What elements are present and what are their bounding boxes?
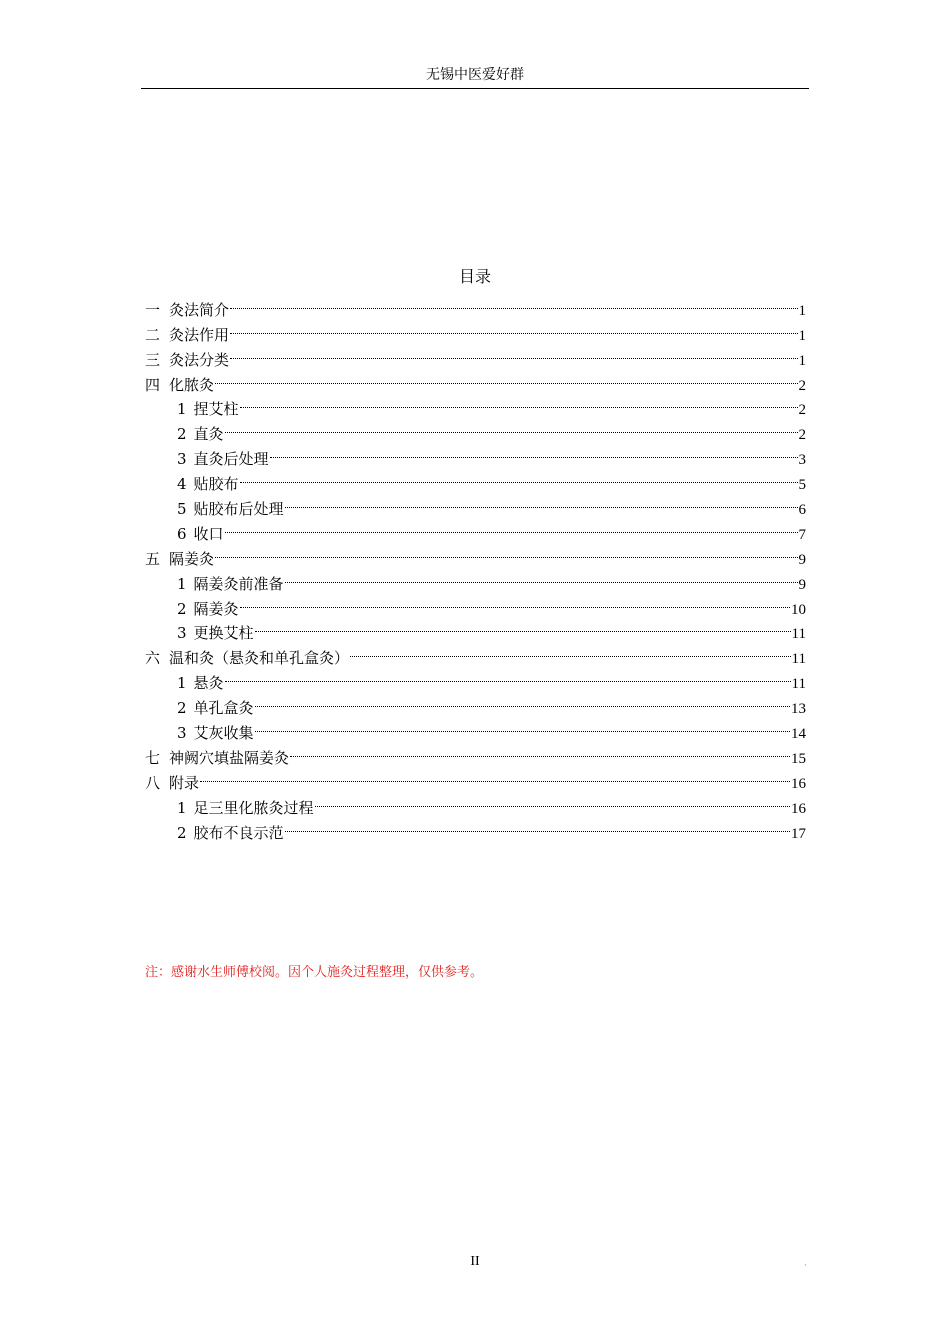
toc-dot-leader <box>350 638 791 663</box>
toc-entry-number: 3 <box>177 724 187 743</box>
toc-entry-number: 一 <box>145 300 161 319</box>
toc-entry-label: 更换艾柱 <box>193 624 254 643</box>
toc-dot-leader <box>200 763 790 788</box>
toc-entry-page: 2 <box>798 377 806 394</box>
toc-entry-page: 13 <box>791 701 806 718</box>
toc-entry[interactable] <box>145 564 806 593</box>
toc-entry[interactable] <box>145 340 806 369</box>
toc-entry-label: 收口 <box>193 524 224 543</box>
toc-entry-number: 二 <box>145 325 161 344</box>
toc-dot-leader <box>225 514 798 539</box>
toc-dot-leader <box>215 365 797 390</box>
toc-entry-number: 1 <box>177 674 187 693</box>
toc-dot-leader <box>215 539 797 564</box>
toc-entry[interactable] <box>145 614 806 643</box>
toc-dot-leader <box>230 315 797 340</box>
toc-entry-page: 2 <box>798 427 806 444</box>
toc-dot-leader <box>230 340 797 365</box>
toc-entry-page: 9 <box>798 551 806 568</box>
toc-entry-number: 七 <box>145 748 161 767</box>
toc-entry-label: 悬灸 <box>193 674 224 693</box>
toc-dot-leader <box>285 564 798 589</box>
toc-entry-page: 15 <box>791 750 806 767</box>
toc-entry-page: 3 <box>798 452 806 469</box>
toc-entry[interactable] <box>145 514 806 543</box>
toc-dot-leader <box>255 614 791 639</box>
toc-entry-label: 贴胶布后处理 <box>193 500 284 519</box>
toc-entry-page: 1 <box>798 327 806 344</box>
toc-dot-leader <box>230 290 797 315</box>
toc-entry-page: 6 <box>798 502 806 519</box>
toc-dot-leader <box>315 788 790 813</box>
toc-entry-number: 四 <box>145 375 161 394</box>
page-number: II <box>470 1254 480 1269</box>
toc-entry[interactable] <box>145 290 806 319</box>
toc-entry-label: 附录 <box>169 773 200 792</box>
toc-entry-page: 11 <box>791 676 806 693</box>
toc-entry-label: 单孔盒灸 <box>193 699 254 718</box>
toc-entry[interactable] <box>145 763 806 792</box>
toc-dot-leader <box>240 390 798 415</box>
toc-dot-leader <box>240 589 790 614</box>
toc-entry-label: 隔姜灸 <box>169 549 215 568</box>
toc-entry-page: 1 <box>798 302 806 319</box>
toc-dot-leader <box>270 439 798 464</box>
toc-entry-label: 捏艾柱 <box>193 400 239 419</box>
toc-entry-label: 隔姜灸前准备 <box>193 574 284 593</box>
toc-entry-page: 5 <box>798 477 806 494</box>
toc-entry-label: 艾灰收集 <box>193 724 254 743</box>
toc-dot-leader <box>285 489 798 514</box>
toc-entry[interactable] <box>145 589 806 618</box>
toc-entry-number: 3 <box>177 624 187 643</box>
toc-entry-label: 灸法简介 <box>169 300 230 319</box>
toc-entry-number: 1 <box>177 400 187 419</box>
toc-entry-label: 贴胶布 <box>193 475 239 494</box>
toc-entry-label: 足三里化脓灸过程 <box>193 798 314 817</box>
toc-entry-page: 11 <box>791 626 806 643</box>
table-of-contents <box>145 290 806 842</box>
toc-entry-label: 胶布不良示范 <box>193 823 284 842</box>
toc-entry-label: 化脓灸 <box>169 375 215 394</box>
toc-entry-number: 4 <box>177 475 187 494</box>
toc-entry-label: 神阙穴填盐隔姜灸 <box>169 748 290 767</box>
toc-entry-number: 1 <box>177 798 187 817</box>
toc-entry[interactable] <box>145 390 806 419</box>
toc-entry[interactable] <box>145 688 806 718</box>
toc-entry-page: 16 <box>791 800 806 817</box>
toc-entry-label: 直灸 <box>193 425 224 444</box>
toc-entry-page: 10 <box>791 601 806 618</box>
toc-entry[interactable] <box>145 439 806 469</box>
toc-entry-number: 八 <box>145 773 161 792</box>
toc-entry-number: 2 <box>177 425 187 444</box>
toc-title: 目录 <box>458 267 491 286</box>
toc-entry-label: 灸法作用 <box>169 325 230 344</box>
toc-entry[interactable] <box>145 315 806 344</box>
toc-entry[interactable] <box>145 489 806 519</box>
toc-entry-page: 9 <box>798 576 806 593</box>
toc-entry-label: 温和灸（悬灸和单孔盒灸） <box>169 649 350 668</box>
toc-entry-page: 17 <box>791 825 806 842</box>
toc-entry-number: 5 <box>177 500 187 519</box>
toc-dot-leader <box>225 414 798 439</box>
toc-entry-number: 2 <box>177 699 187 718</box>
toc-entry[interactable] <box>145 414 806 444</box>
toc-entry[interactable] <box>145 464 806 494</box>
toc-entry-number: 2 <box>177 823 187 842</box>
acknowledgement-note: 注：感谢水生师傅校阅。因个人施灸过程整理，仅供参考。 <box>145 965 484 980</box>
toc-entry-label: 灸法分类 <box>169 350 230 369</box>
toc-dot-leader <box>240 464 798 489</box>
toc-entry-label: 隔姜灸 <box>193 599 239 618</box>
toc-entry[interactable] <box>145 663 806 693</box>
toc-dot-leader <box>290 738 790 763</box>
toc-entry-page: 7 <box>798 526 806 543</box>
toc-entry-page: 14 <box>791 726 806 743</box>
toc-dot-leader <box>285 813 790 838</box>
toc-dot-leader <box>225 663 791 688</box>
toc-entry-page: 11 <box>791 651 806 668</box>
toc-entry-number: 6 <box>177 524 187 543</box>
toc-entry-page: 1 <box>798 352 806 369</box>
toc-entry-number: 1 <box>177 574 187 593</box>
toc-entry[interactable] <box>145 365 806 394</box>
toc-entry-number: 2 <box>177 599 187 618</box>
toc-entry-page: 2 <box>798 402 806 419</box>
toc-dot-leader <box>255 688 790 713</box>
toc-entry-label: 直灸后处理 <box>193 450 269 469</box>
toc-entry[interactable] <box>145 788 806 817</box>
corner-mark: · <box>804 1261 807 1270</box>
toc-entry-number: 五 <box>145 549 161 568</box>
toc-dot-leader <box>255 713 790 738</box>
toc-entry-number: 六 <box>145 649 161 668</box>
header-divider <box>141 88 809 89</box>
toc-entry[interactable] <box>145 539 806 568</box>
page-header-title: 无锡中医爱好群 <box>426 67 524 83</box>
toc-entry-page: 16 <box>791 775 806 792</box>
toc-entry-number: 3 <box>177 450 187 469</box>
toc-entry-number: 三 <box>145 350 161 369</box>
